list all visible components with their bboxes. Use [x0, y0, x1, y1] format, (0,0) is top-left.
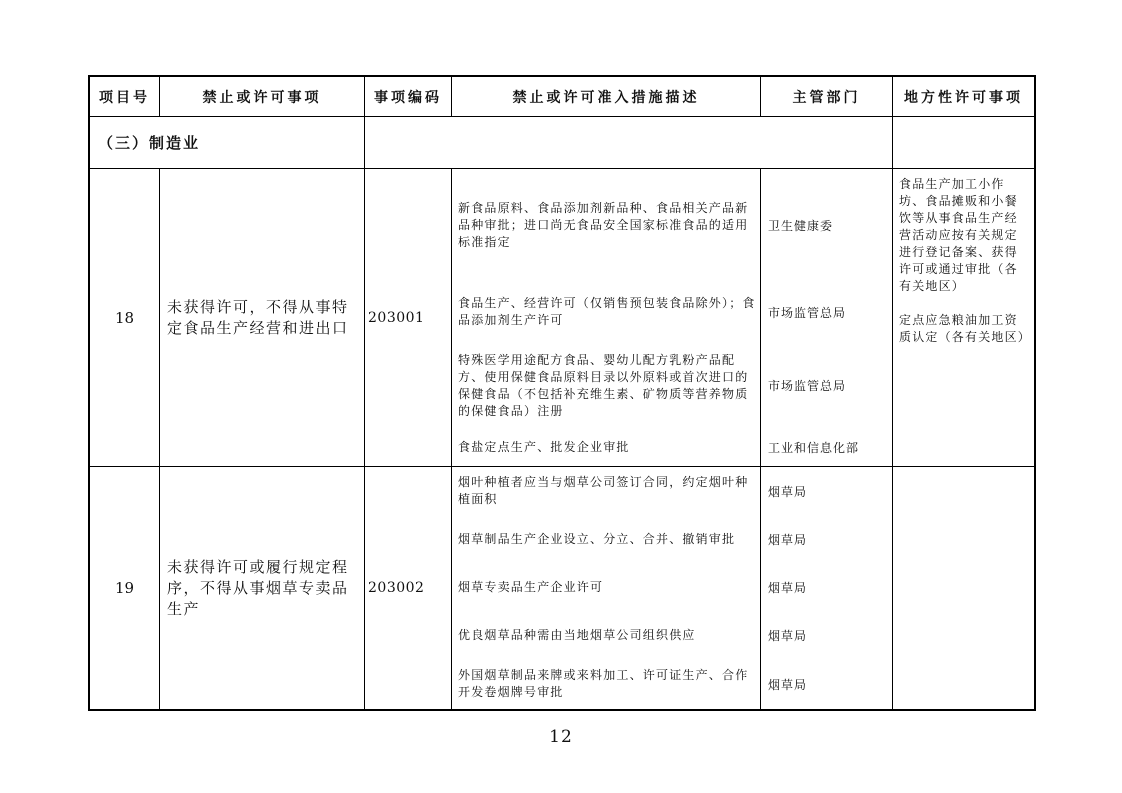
- page-number: 12: [549, 727, 573, 747]
- row-18-dept-4: 工业和信息化部: [761, 428, 893, 467]
- header-project-number: 项目号: [90, 77, 160, 117]
- row-19-measure-4: 优良烟草品种需由当地烟草公司组织供应: [452, 611, 761, 659]
- section-spacer-local: [893, 117, 1034, 169]
- row-19-measure-5: 外国烟草制品来牌或来料加工、许可证生产、合作开发卷烟牌号审批: [452, 659, 761, 709]
- row-19-measure-3: 烟草专卖品生产企业许可: [452, 563, 761, 611]
- row-19-measure-1: 烟叶种植者应当与烟草公司签订合同，约定烟叶种植面积: [452, 467, 761, 515]
- row-19-dept-2: 烟草局: [761, 515, 893, 563]
- row-19-local-items: [893, 467, 1034, 709]
- row-19-id: 19: [90, 467, 160, 709]
- row-19-code: 203002: [365, 467, 452, 709]
- header-measure-description: 禁止或许可准入措施描述: [452, 77, 761, 117]
- row-19-dept-5: 烟草局: [761, 659, 893, 709]
- row-18-measure-3: 特殊医学用途配方食品、婴幼儿配方乳粉产品配方、使用保健食品原料目录以外原料或首次进口的保健食品（不包括补充维生素、矿物质等营养物质的保健食品）注册: [452, 343, 761, 428]
- header-prohibited-item: 禁止或许可事项: [160, 77, 365, 117]
- row-18-item: 未获得许可，不得从事特定食品生产经营和进出口: [160, 169, 365, 467]
- row-18-measure-1: 新食品原料、食品添加剂新品种、食品相关产品新品种审批；进口尚无食品安全国家标准食品的适用标准指定: [452, 169, 761, 281]
- row-18-local-item-1: 食品生产加工小作坊、食品摊贩和小餐饮等从事食品生产经营活动应按有关规定进行登记备案、获得许可或通过审批（各有关地区）: [899, 177, 1018, 293]
- row-18-dept-1: 卫生健康委: [761, 169, 893, 281]
- row-19-dept-4: 烟草局: [761, 611, 893, 659]
- row-19-dept-1: 烟草局: [761, 467, 893, 515]
- row-18-dept-2: 市场监管总局: [761, 281, 893, 343]
- section-title-manufacturing: （三）制造业: [90, 117, 365, 169]
- header-local-license-item: 地方性许可事项: [893, 77, 1034, 117]
- row-19-measure-2: 烟草制品生产企业设立、分立、合并、撤销审批: [452, 515, 761, 563]
- header-competent-department: 主管部门: [761, 77, 893, 117]
- row-18-local-items: [893, 169, 1034, 467]
- row-18-local-item-2: 定点应急粮油加工资质认定（各有关地区）: [899, 313, 1032, 344]
- row-19-dept-3: 烟草局: [761, 563, 893, 611]
- row-18-measure-4: 食盐定点生产、批发企业审批: [452, 428, 761, 467]
- section-spacer: [365, 117, 893, 169]
- header-item-code: 事项编码: [365, 77, 452, 117]
- row-18-dept-3: 市场监管总局: [761, 343, 893, 428]
- row-18-measure-2: 食品生产、经营许可（仅销售预包装食品除外）；食品添加剂生产许可: [452, 281, 761, 343]
- prohibition-license-table: [88, 75, 1036, 711]
- row-19-item: 未获得许可或履行规定程序，不得从事烟草专卖品生产: [160, 467, 365, 709]
- row-18-id: 18: [90, 169, 160, 467]
- row-18-code: 203001: [365, 169, 452, 467]
